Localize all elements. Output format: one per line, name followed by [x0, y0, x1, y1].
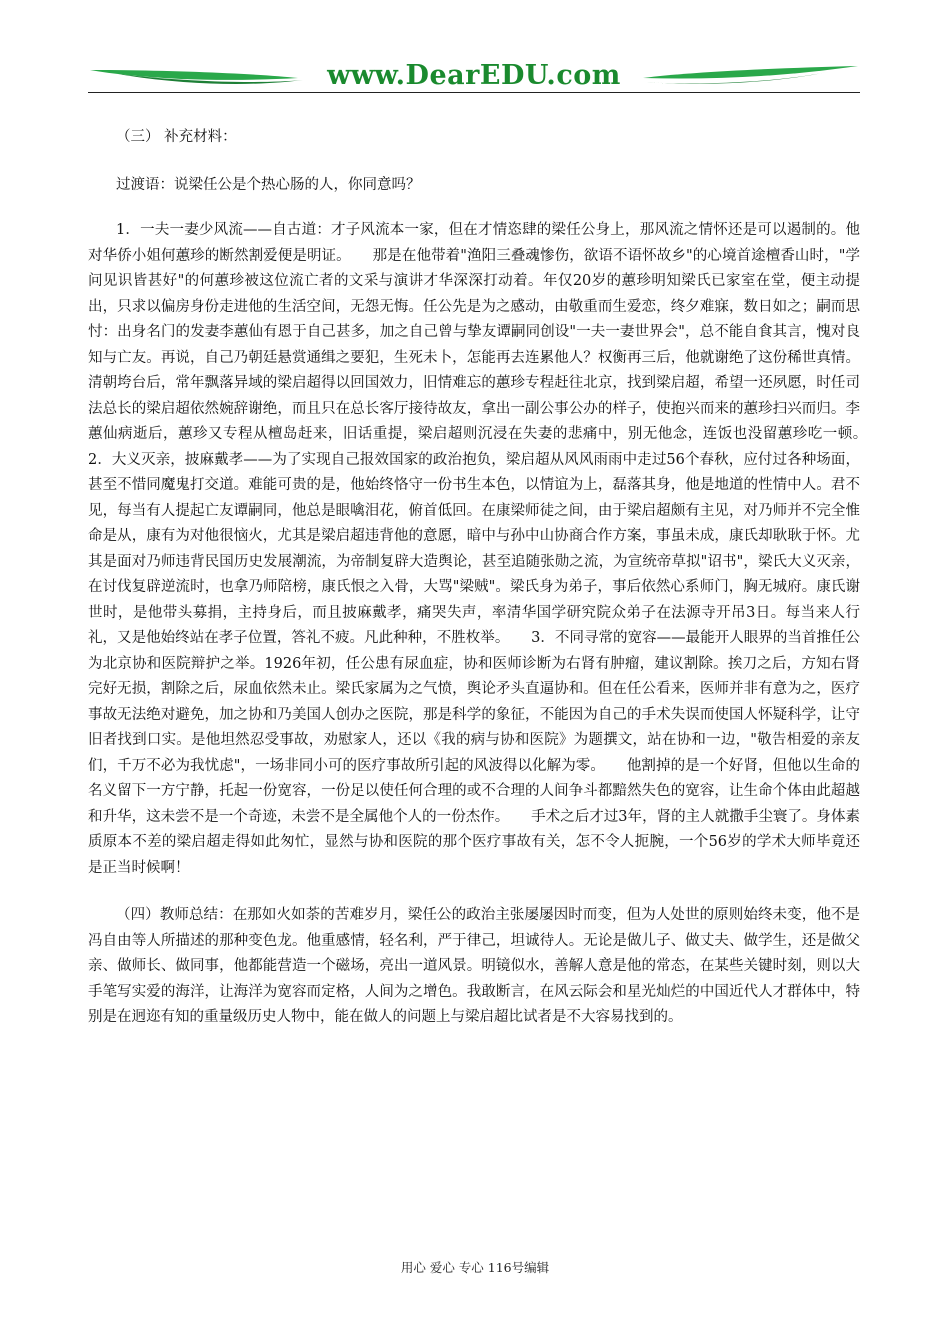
- page-footer: 用心 爱心 专心 116号编辑: [400, 1260, 550, 1275]
- summary-paragraph: （四）教师总结：在那如火如荼的苦难岁月，梁任公的政治主张屡屡因时而变，但为人处世的原则始终未变，他不是冯自由等人所描述的那种变色龙。他重感情，轻名利，严于律己，坦诚待人。无论是做儿子、做丈夫、做学生，还是做父亲、做师长、做同事，他都能营造一个磁场，亮出一道风景。明镜似水，善解人意是他的常态，在某些关键时刻，则以大手笔写实爱的海洋，让海洋为宽容而定格，人间为之增色。我敢断言，在风云际会和星光灿烂的中国近代人才群体中，特别是在迥迩有知的重量级历史人物中，能在做人的问题上与梁启超比试者是不大容易找到的。: [88, 907, 860, 1025]
- transition-paragraph: 过渡语：说梁任公是个热心肠的人，你同意吗？: [116, 176, 421, 193]
- document-body: [88, 125, 889, 1031]
- body-paragraph: 1．一夫一妻少风流——自古道：才子风流本一家，但在才情恣肆的梁任公身上，那风流之情怀还是可以遏制的。他对华侨小姐何蕙珍的断然割爱便是明证。 那是在他带着"渔阳三叠魂惨伤，欲语不语怀故乡"的心境首途檀香山时，"学问见识皆甚好"的何蕙珍被这位流亡者的文采与演讲才华深深打动着。年仅20岁的蕙珍明知梁氏已家室在堂，便主动提出，只求以偏房身份走进他的生活空间，无怨无悔。任公先是为之感动，由敬重而生爱恋，终夕难寐，数日如之；嗣而思忖：出身名门的发妻李蕙仙有恩于自己甚多，加之自己曾与挚友谭嗣同创设"一夫一妻世界会"，总不能自食其言，愧对良知与亡友。再说，自己乃朝廷悬赏通缉之要犯，生死未卜，怎能再去连累他人？权衡再三后，他就谢绝了这份稀世真情。清朝垮台后，常年飘落异域的梁启超得以回国效力，旧情难忘的蕙珍专程赶往北京，找到梁启超，希望一还夙愿，时任司法总长的梁启超依然婉辞谢绝，而且只在总长客厅接待故友，拿出一副公事公办的样子，使抱兴而来的蕙珍扫兴而归。李蕙仙病逝后，蕙珍又专程从檀岛赶来，旧话重提，梁启超则沉浸在失妻的悲痛中，别无他念，连饭也没留蕙珍吃一顿。 2．大义灭亲，披麻戴孝——为了实现自己报效国家的政治抱负，梁启超从风风雨雨中走过56个春秋，应付过各种场面，甚至不惜同魔鬼打交道。难能可贵的是，他始终恪守一份书生本色，以情谊为上，磊落其身，他是地道的性情中人。君不见，每当有人提起亡友谭嗣同，他总是眼噙泪花，俯首低回。在康梁师徒之间，由于梁启超颇有主见，对乃师并不完全惟命是从，康有为对他很恼火，尤其是梁启超违背他的意愿，暗中与孙中山协商合作方案，事虽未成，康氏却耿耿于怀。尤其是面对乃师违背民国历史发展潮流，为帝制复辟大造舆论，甚至追随张勋之流，为宣统帝草拟"诏书"，梁氏大义灭亲，在讨伐复辟逆流时，也拿乃师陪榜，康氏恨之入骨，大骂"梁贼"。梁氏身为弟子，事后依然心系师门，胸无城府。康氏谢世时，是他带头募捐，主持身后，而且披麻戴孝，痛哭失声，率清华国学研究院众弟子在法源寺开吊3日。每当来人行礼，又是他始终站在孝子位置，答礼不疲。凡此种种，不胜枚举。 3．不同寻常的宽容——最能开人眼界的当首推任公为北京协和医院辩护之举。1926年初，任公患有尿血症，协和医师诊断为右肾有肿瘤，建议割除。挨刀之后，方知右肾完好无损，割除之后，尿血依然未止。梁氏家属为之气愤，舆论矛头直逼协和。但在任公看来，医师并非有意为之，医疗事故无法绝对避免，加之协和乃美国人创办之医院，那是科学的象征，不能因为自己的手术失误而使国人怀疑科学，让守旧者找到口实。是他坦然忍受事故，劝慰家人，还以《我的病与协和医院》为题撰文，站在协和一边，"敬告相爱的亲友们，千万不必为我忧虑"，一场非同小可的医疗事故所引起的风波得以化解为零。 他割掉的是一个好肾，但他以生命的名义留下一方宁静，托起一份宽容，一份足以使任何合理的或不合理的人间争斗都黯然失色的宽容，让生命个体由此超越和升华，这未尝不是一个奇迹，未尝不是全属他个人的一份杰作。 手术之后才过3年，肾的主人就撒手尘寰了。身体素质原本不差的梁启超走得如此匆忙，显然与协和医院的那个医疗事故有关，怎不令人扼腕，一个56岁的学术大师毕竟还是正当时候啊！: [88, 222, 889, 876]
- site-logo-text: www.DearEDU.com: [327, 60, 621, 91]
- section-heading: （三） 补充材料：: [116, 129, 237, 145]
- header-rule: [88, 92, 860, 93]
